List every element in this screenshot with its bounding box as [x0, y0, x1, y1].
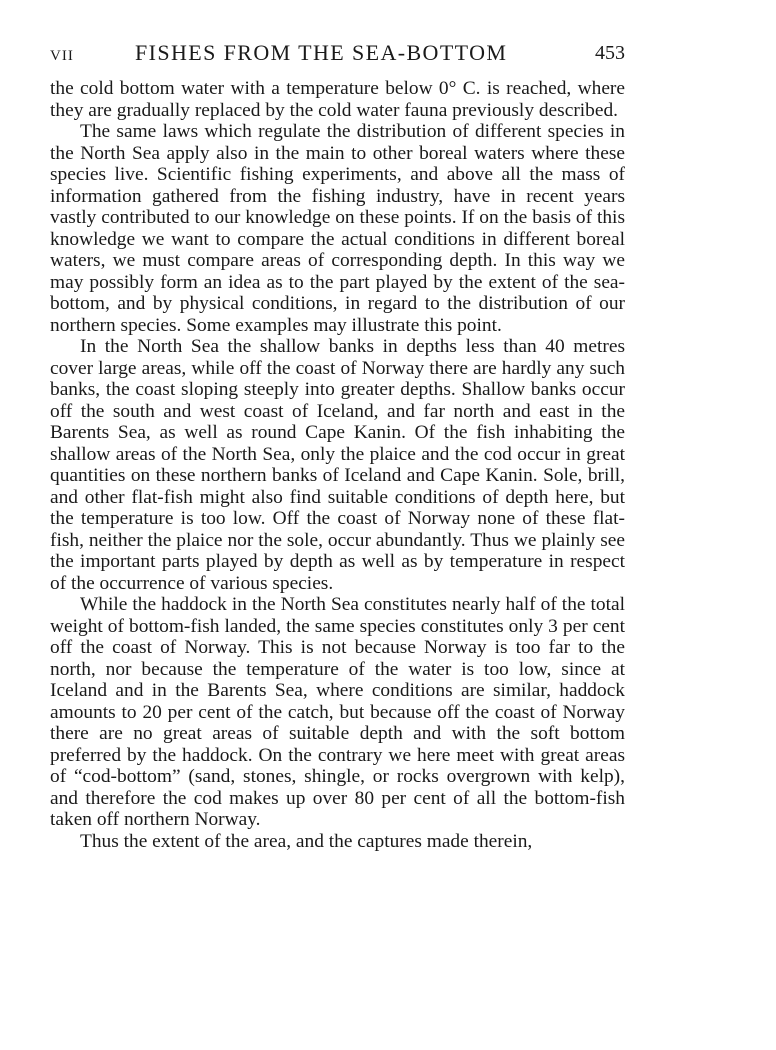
- running-header: [50, 40, 625, 76]
- paragraph: The same laws which regulate the distribution of different species in the North Sea apply also in the main to other boreal waters where these species live. Scientific fishing experiments, and above all the mass of information gathered from the fishing industry, have in recent years vastly contributed to our knowledge on these points. If on the basis of this knowledge we want to compare the actual conditions in different boreal waters, we must compare areas of corresponding depth. In this way we may possibly form an idea as to the part played by the extent of the sea-bottom, and by physical conditions, in regard to the distribution of our northern species. Some examples may illustrate this point.: [50, 121, 625, 336]
- running-title: FISHES FROM THE SEA-BOTTOM: [135, 40, 508, 65]
- paragraph-continued: the cold bottom water with a temperature below 0° C. is reached, where they are gradually replaced by the cold water fauna previously described.: [50, 78, 625, 121]
- page-number: 453: [595, 42, 625, 64]
- paragraph: Thus the extent of the area, and the captures made therein,: [80, 830, 533, 852]
- paragraph: While the haddock in the North Sea constitutes nearly half of the total weight of bottom-fish landed, the same species constitutes only 3 per cent off the coast of Norway. This is not because Norway is too far to the north, nor because the temperature of the water is too low, since at Iceland and in the Barents Sea, where conditions are similar, haddock amounts to 20 per cent of the catch, but because off the coast of Norway there are no great areas of suitable depth and with the soft bottom preferred by the haddock. On the contrary we here meet with great areas of “cod-bottom” (sand, stones, shingle, or rocks overgrown with kelp), and therefore the cod makes up over 80 per cent of all the bottom-fish taken off northern Norway.: [50, 594, 625, 830]
- chapter-number: VII: [50, 48, 74, 64]
- paragraph: In the North Sea the shallow banks in depths less than 40 metres cover large areas, while off the coast of Norway there are hardly any such banks, the coast sloping steeply into greater depths. Shallow banks occur off the south and west coast of Iceland, and far north and east in the Barents Sea, as well as round Cape Kanin. Of the fish inhabiting the shallow areas of the North Sea, only the plaice and the cod occur in great quantities on these northern banks of Iceland and Cape Kanin. Sole, brill, and other flat-fish might also find suitable conditions of depth here, but the temperature is too low. Off the coast of Norway none of these flat-fish, neither the plaice nor the sole, occur abundantly. Thus we plainly see the important parts played by depth as well as by temperature in respect of the occurrence of various species.: [50, 336, 625, 594]
- body-text: [50, 78, 625, 852]
